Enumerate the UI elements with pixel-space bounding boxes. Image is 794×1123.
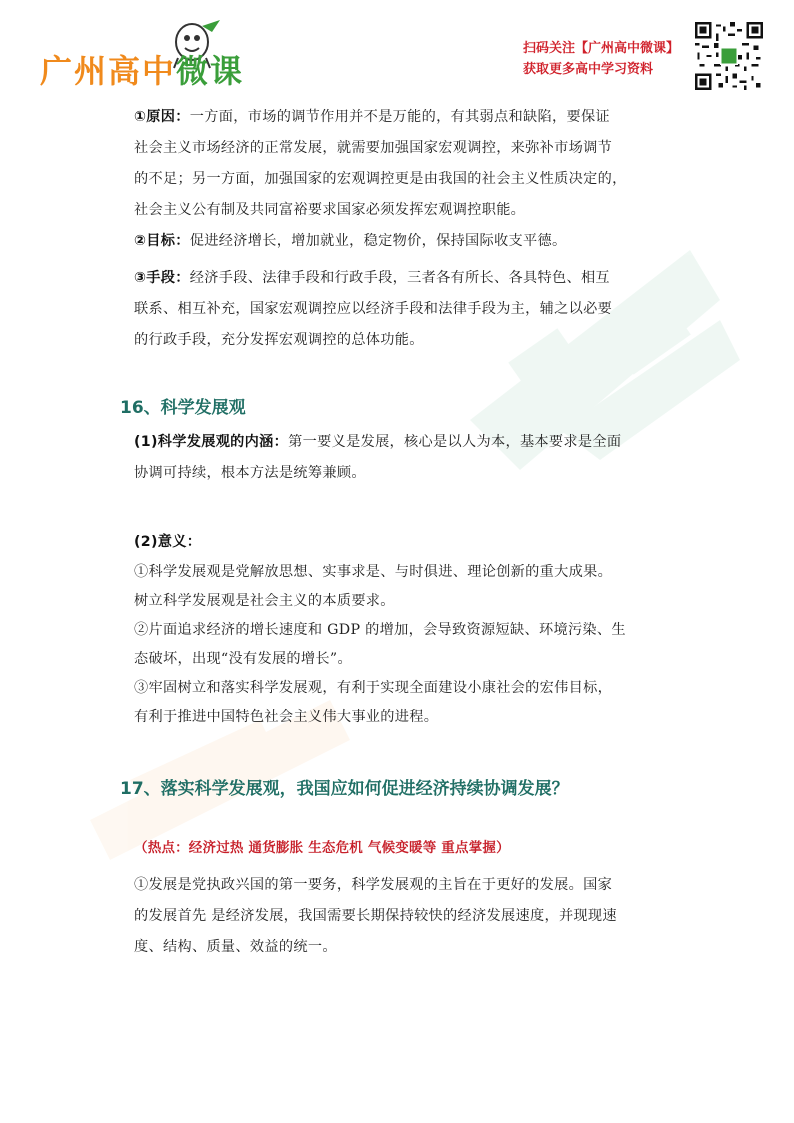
- macro-means: [134, 263, 660, 356]
- reason-label: ①原因：: [134, 109, 190, 125]
- section-16-content: [134, 427, 660, 489]
- meaning-line: 有利于推进中国特色社会主义伟大事业的进程。: [134, 709, 439, 725]
- reason-line: 社会主义市场经济的正常发展，就需要加强国家宏观调控，来弥补市场调节: [134, 140, 613, 156]
- meaning-line: ③牢固树立和落实科学发展观，有利于实现全面建设小康社会的宏伟目标，: [134, 680, 613, 696]
- reason-line: 的不足；另一方面，加强国家的宏观调控更是由我国的社会主义性质决定的，: [134, 171, 627, 187]
- goal-text: 促进经济增长，增加就业，稳定物价，保持国际收支平德。: [189, 233, 567, 249]
- section-17-line: 度、结构、质量、效益的统一。: [134, 939, 337, 955]
- qr-code-icon[interactable]: [695, 22, 763, 90]
- section-17-content: [134, 870, 660, 963]
- section-16-heading: 16、科学发展观: [120, 398, 246, 418]
- section-17-heading: 17、落实科学发展观，我国应如何促进经济持续协调发展？: [120, 779, 569, 799]
- content-line: 第一要义是发展，核心是以人为本，基本要求是全面: [288, 434, 622, 450]
- logo-text-part2: 微课: [176, 52, 245, 90]
- hotspot-note: （热点：经济过热 通货膨胀 生态危机 气候变暖等 重点掌握）: [134, 840, 510, 856]
- section-17-line: ①发展是党执政兴国的第一要务，科学发展观的主旨在于更好的发展。国家: [134, 877, 613, 893]
- promo-line-1: 扫码关注【广州高中微课】: [523, 41, 680, 56]
- logo: [40, 18, 270, 88]
- goal-label: ②目标：: [134, 233, 190, 249]
- means-line: 经济手段、法律手段和行政手段，三者各有所长、各具特色、相互: [189, 270, 610, 286]
- content-label: (1)科学发展观的内涵：: [134, 434, 289, 450]
- macro-reason: [134, 102, 660, 226]
- logo-text: [40, 46, 244, 92]
- meaning-line: 树立科学发展观是社会主义的本质要求。: [134, 593, 395, 609]
- means-line: 联系、相互补充，国家宏观调控应以经济手段和法律手段为主，辅之以必要: [134, 301, 613, 317]
- means-line: 的行政手段，充分发挥宏观调控的总体功能。: [134, 332, 424, 348]
- meaning-line: 态破坏，出现“没有发展的增长”。: [134, 651, 352, 667]
- macro-goal: [134, 226, 660, 257]
- logo-text-part1: 广州高中: [40, 52, 177, 90]
- promo-text: [523, 38, 693, 80]
- section-17-line: 的发展首先 是经济发展，我国需要长期保持较快的经济发展速度，并现现速: [134, 908, 617, 924]
- meaning-line: ①科学发展观是党解放思想、实事求是、与时俱进、理论创新的重大成果。: [134, 564, 613, 580]
- page-header: [0, 0, 794, 100]
- reason-line: 一方面，市场的调节作用并不是万能的，有其弱点和缺陷，要保证: [189, 109, 610, 125]
- section-16-meaning: [134, 527, 660, 732]
- meaning-label: (2)意义：: [134, 534, 202, 550]
- means-label: ③手段：: [134, 270, 190, 286]
- content-line: 协调可持续，根本方法是统筹兼顾。: [134, 465, 366, 481]
- promo-line-2: 获取更多高中学习资料: [523, 62, 654, 77]
- reason-line: 社会主义公有制及共同富裕要求国家必须发挥宏观调控职能。: [134, 202, 526, 218]
- meaning-line: ②片面追求经济的增长速度和 GDP 的增加，会导致资源短缺、环境污染、生: [134, 622, 626, 638]
